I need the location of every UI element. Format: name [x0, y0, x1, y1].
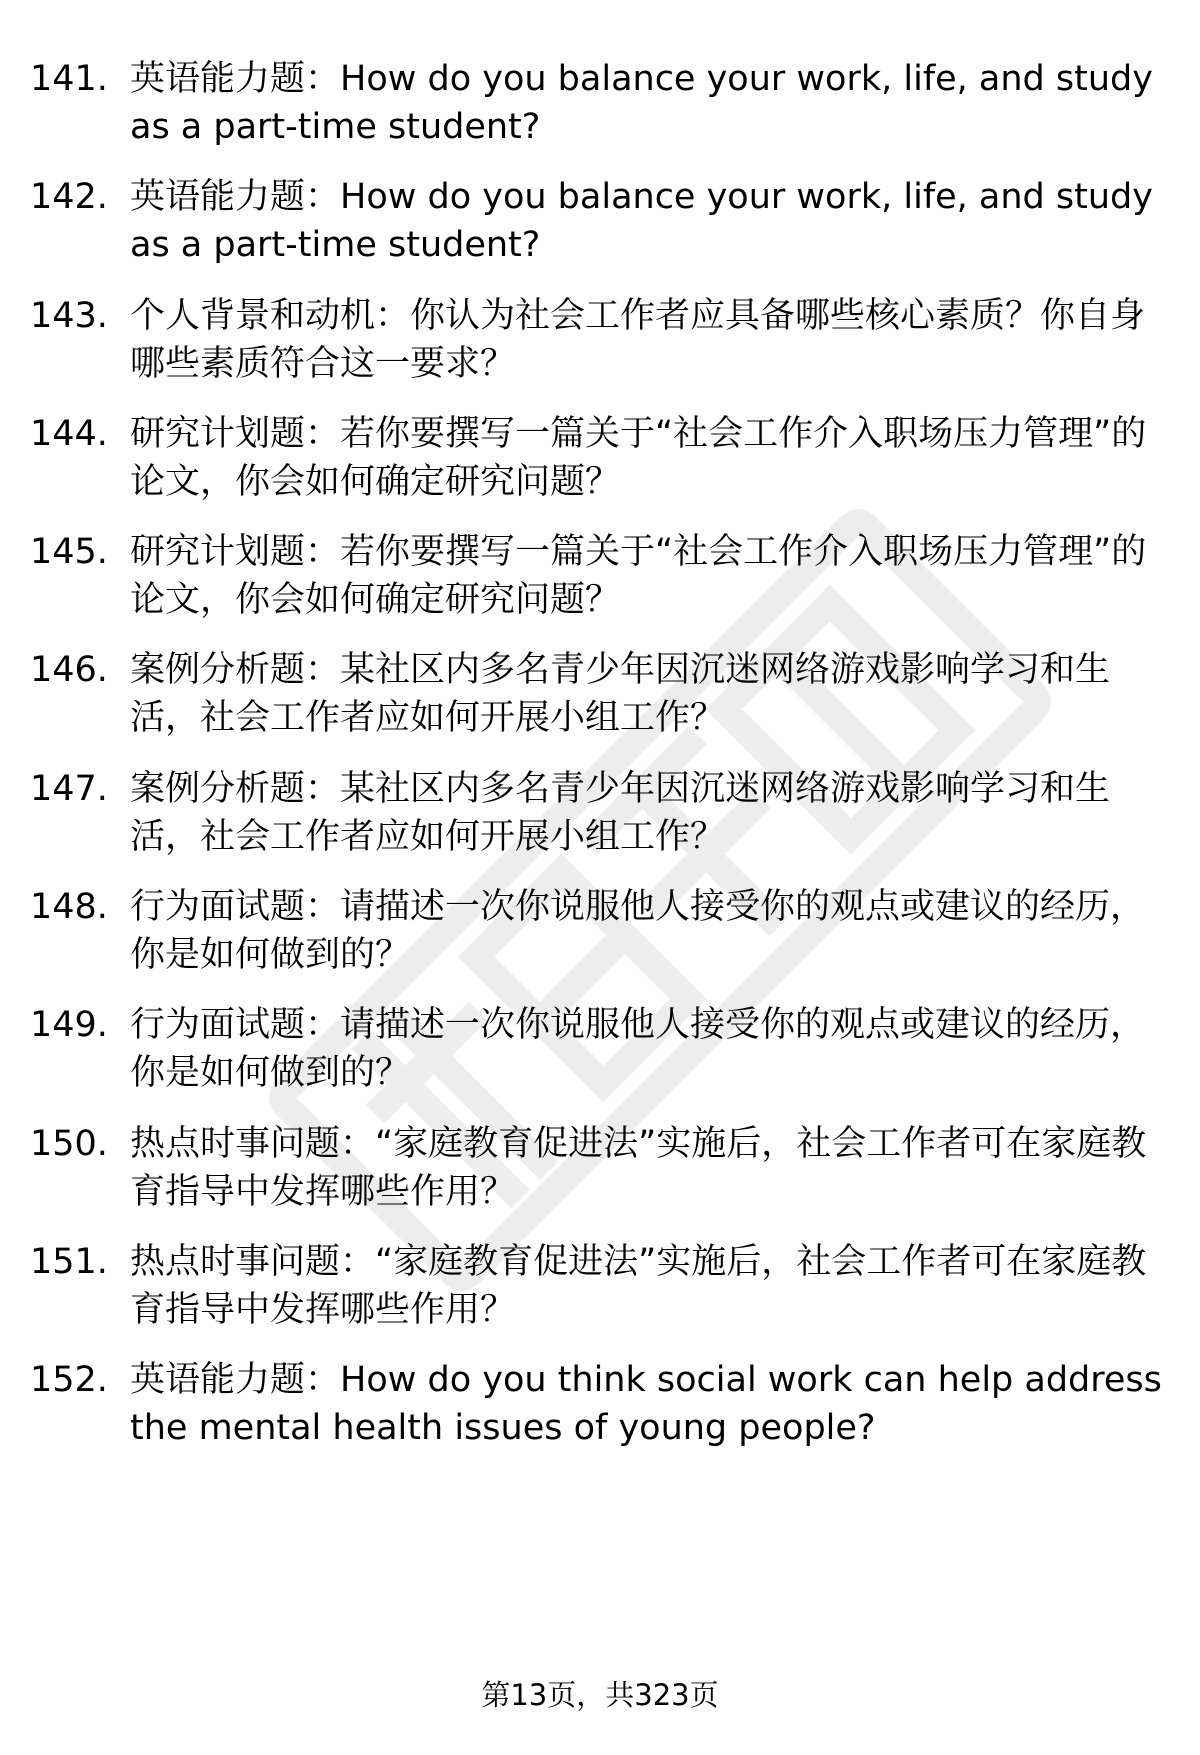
question-text: 热点时事问题：“家庭教育促进法”实施后，社会工作者可在家庭教育指导中发挥哪些作用？: [130, 1242, 1147, 1330]
question-number: 146.: [30, 650, 108, 690]
question-text: 英语能力题：How do you balance your work, life, and study as a part-time student?: [130, 177, 1153, 265]
question-text: 案例分析题：某社区内多名青少年因沉迷网络游戏影响学习和生活，社会工作者应如何开展小组工作？: [130, 650, 1111, 738]
question-number: 151.: [30, 1242, 108, 1282]
page-footer: [0, 1675, 1200, 1715]
question-text: 英语能力题：How do you balance your work, life, and study as a part-time student?: [130, 59, 1153, 147]
question-number: 144.: [30, 414, 108, 454]
question-text: 行为面试题：请描述一次你说服他人接受你的观点或建议的经历，你是如何做到的？: [130, 887, 1146, 975]
page-number-label: 第13页，共323页: [481, 1678, 719, 1712]
question-text: 研究计划题：若你要撰写一篇关于“社会工作介入职场压力管理”的论文，你会如何确定研究问题？: [130, 532, 1147, 620]
question-text: 研究计划题：若你要撰写一篇关于“社会工作介入职场压力管理”的论文，你会如何确定研究问题？: [130, 414, 1147, 502]
question-text: 英语能力题：How do you think social work can help address the mental health issues of young people?: [130, 1360, 1162, 1448]
question-text: 个人背景和动机：你认为社会工作者应具备哪些核心素质？你自身哪些素质符合这一要求？: [130, 296, 1146, 384]
question-number: 148.: [30, 887, 108, 927]
question-number: 152.: [30, 1360, 108, 1400]
question-text: 行为面试题：请描述一次你说服他人接受你的观点或建议的经历，你是如何做到的？: [130, 1005, 1146, 1093]
question-number: 149.: [30, 1005, 108, 1045]
question-number: 142.: [30, 177, 108, 217]
question-text: 案例分析题：某社区内多名青少年因沉迷网络游戏影响学习和生活，社会工作者应如何开展小组工作？: [130, 769, 1111, 857]
question-number: 150.: [30, 1124, 108, 1164]
question-number: 145.: [30, 532, 108, 572]
question-text: 热点时事问题：“家庭教育促进法”实施后，社会工作者可在家庭教育指导中发挥哪些作用？: [130, 1124, 1147, 1212]
question-number: 141.: [30, 59, 108, 99]
question-number: 147.: [30, 769, 108, 809]
question-number: 143.: [30, 296, 108, 336]
